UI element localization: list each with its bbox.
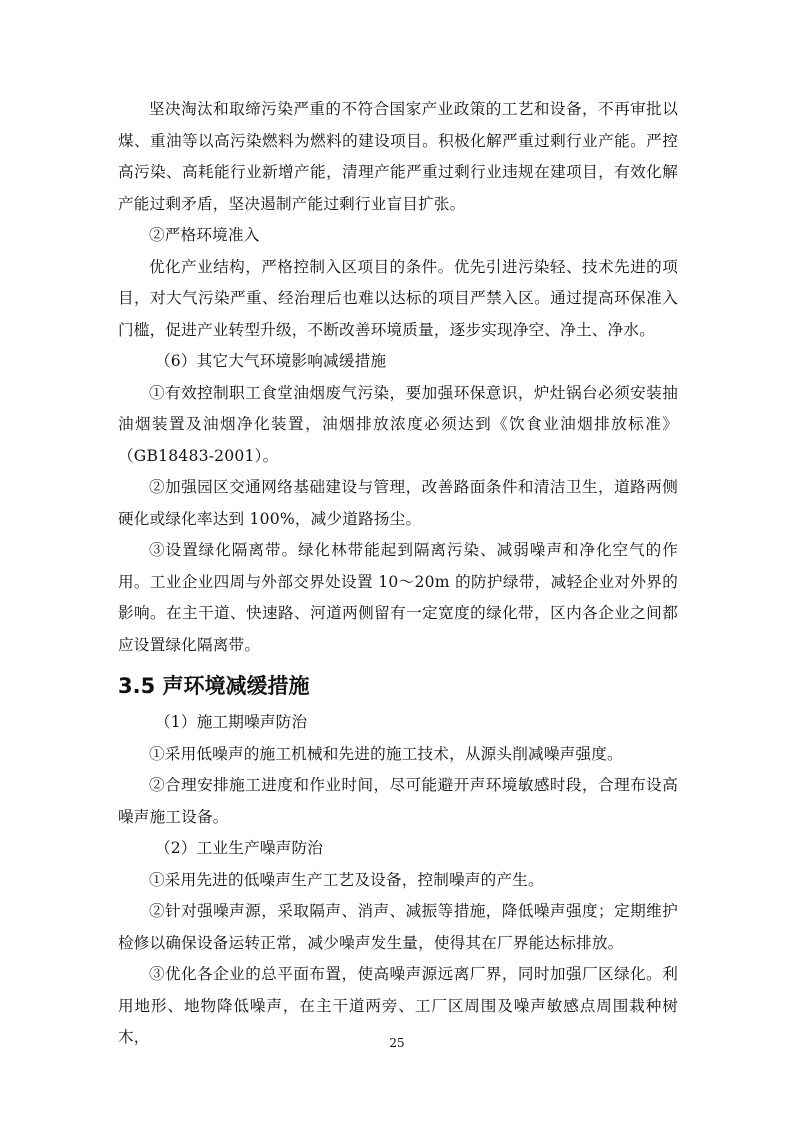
paragraph-canteen-fumes: ①有效控制职工食堂油烟废气污染，要加强环保意识，炉灶锅台必须安装抽油烟装置及油烟净化装置，油烟排放浓度必须达到《饮食业油烟排放标准》（GB18483-2001）。 [118, 383, 678, 465]
paragraph-strong-noise-sources: ②针对强噪声源，采取隔声、消声、减振等措施，降低噪声强度；定期维护检修以确保设备运转正常，减少噪声发生量，使得其在厂界能达标排放。 [118, 902, 678, 952]
paragraph-optimize-industry: 优化产业结构，严格控制入区项目的条件。优先引进污染轻、技术先进的项目，对大气污染严重、经治理后也难以达标的项目严禁入区。通过提高环保准入门槛，促进产业转型升级，不断改善环境质量，逐步实现净空、净土、净水。 [118, 257, 678, 339]
paragraph-eliminate-pollution: 坚决淘汰和取缔污染严重的不符合国家产业政策的工艺和设备，不再审批以煤、重油等以高污染燃料为燃料的建设项目。积极化解严重过剩行业产能。严控高污染、高耗能行业新增产能，清理产能严重过剩行业违规在建项目，有效化解产能过剩矛盾，坚决遏制产能过剩行业盲目扩张。 [118, 100, 678, 213]
page-content [118, 94, 678, 1054]
paragraph-low-noise-machinery: ①采用低噪声的施工机械和先进的施工技术，从源头削减噪声强度。 [149, 744, 623, 763]
subheading-other-air-measures: （6）其它大气环境影响减缓措施 [155, 352, 387, 370]
subheading-construction-noise: （1）施工期噪声防治 [155, 713, 308, 731]
paragraph-traffic-network: ②加强园区交通网络基础建设与管理，改善路面条件和清洁卫生，道路两侧硬化或绿化率达到 100%，减少道路扬尘。 [118, 478, 678, 528]
paragraph-green-belt: ③设置绿化隔离带。绿化林带能起到隔离污染、减弱噪声和净化空气的作用。工业企业四周与外部交界处设置 10～20m 的防护绿带，减轻企业对外界的影响。在主干道、快速路、河道两侧留有一定宽度的绿化带，区内各企业之间都应设置绿化隔离带。 [118, 541, 678, 654]
subheading-environment-access: ②严格环境准入 [149, 226, 260, 244]
page-number: 25 [389, 1036, 405, 1050]
paragraph-low-noise-process: ①采用先进的低噪声生产工艺及设备，控制噪声的产生。 [149, 870, 544, 889]
paragraph-schedule-construction: ②合理安排施工进度和作业时间，尽可能避开声环境敏感时段，合理布设高噪声施工设备。 [118, 776, 678, 826]
paragraph-layout-optimization: ③优化各企业的总平面布置，使高噪声源远离厂界，同时加强厂区绿化。利用地形、地物降低噪声，在主干道两旁、工厂区周围及噪声敏感点周围栽种树木， [118, 965, 678, 1046]
section-heading: 3.5 声环境减缓措施 [118, 674, 310, 698]
subheading-industrial-noise: （2）工业生产噪声防治 [155, 839, 324, 857]
